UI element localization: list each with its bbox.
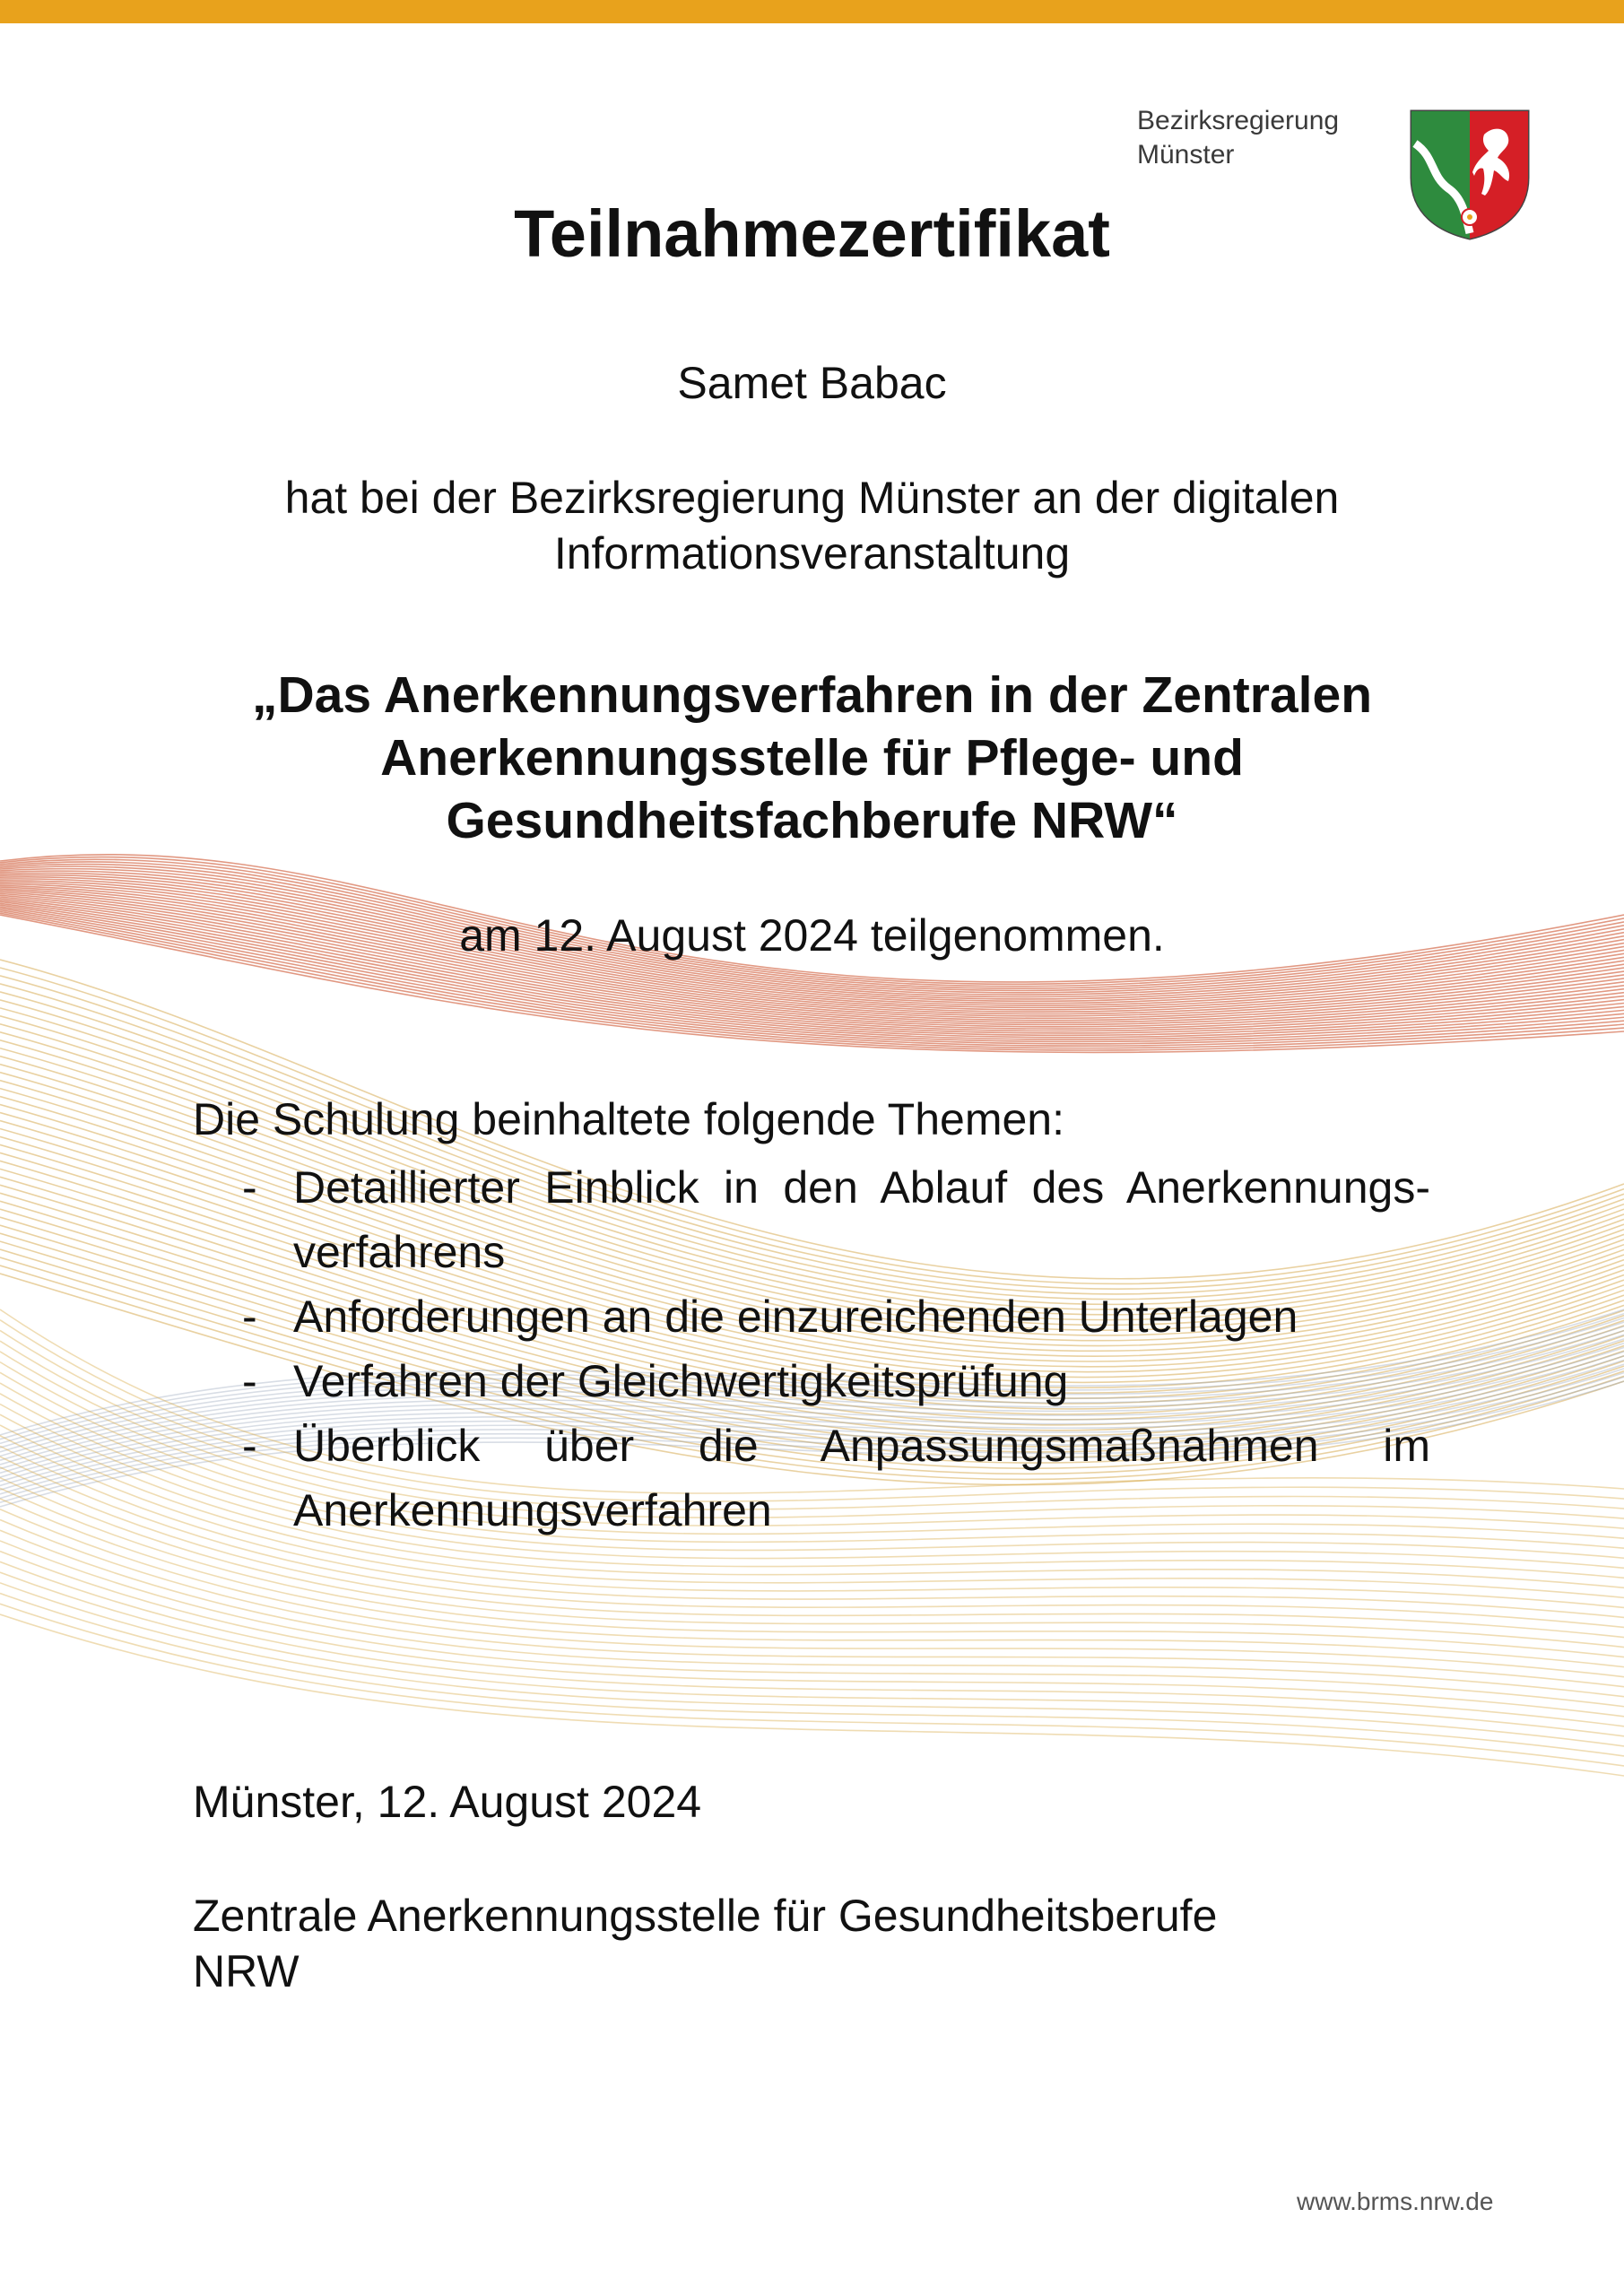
course-title-line-1: „Das Anerkennungsverfahren in der Zentralen — [251, 666, 1373, 724]
topics-heading: Die Schulung beinhaltete folgende Themen: — [193, 1094, 1064, 1144]
list-dash: - — [242, 1356, 257, 1406]
wave-line — [0, 1552, 1624, 1717]
org-name-line2: Münster — [1137, 140, 1235, 170]
top-accent-bar — [0, 0, 1624, 23]
certificate-title: Teilnahmezertifikat — [514, 196, 1110, 271]
intro-line-2: Informationsveranstaltung — [553, 528, 1071, 578]
topic-item — [193, 1349, 1430, 1413]
course-title-line-3: Gesundheitsfachberufe NRW“ — [446, 792, 1178, 849]
org-name — [1137, 104, 1339, 172]
topic-item — [193, 1413, 1430, 1543]
topic-text: Überblick über die Anpassungsmaßnahmen im Anerkennungsverfahren — [293, 1421, 1430, 1535]
issuing-office — [193, 1888, 1359, 1999]
intro-line-1: hat bei der Bezirksregierung Münster an der digitalen — [284, 473, 1340, 523]
topic-text: Detaillierter Einblick in den Ablauf des Anerkennungs- verfahrens — [293, 1162, 1430, 1277]
participant-name: Samet Babac — [677, 358, 947, 408]
wave-line — [0, 1614, 1624, 1776]
course-title-line-2: Anerkennungsstelle für Pflege- und — [380, 729, 1244, 787]
topic-text: Verfahren der Gleichwertigkeitsprüfung — [293, 1356, 1069, 1406]
topic-item — [193, 1155, 1430, 1284]
list-dash: - — [242, 1292, 257, 1342]
intro-text — [0, 470, 1624, 581]
issuing-office-line-1: Zentrale Anerkennungsstelle für Gesundheitsberufe — [193, 1891, 1218, 1941]
place-and-date: Münster, 12. August 2024 — [193, 1777, 702, 1827]
website-url: www.brms.nrw.de — [1297, 2187, 1494, 2215]
wave-line — [0, 1530, 1624, 1697]
topics-list — [193, 1155, 1430, 1543]
topic-text: Anforderungen an die einzureichenden Unterlagen — [293, 1292, 1298, 1342]
topic-item — [193, 1284, 1430, 1349]
org-name-line1: Bezirksregierung — [1137, 106, 1340, 135]
issuing-office-line-2: NRW — [193, 1946, 300, 1996]
participation-date: am 12. August 2024 teilgenommen. — [459, 910, 1165, 961]
list-dash: - — [242, 1421, 257, 1471]
list-dash: - — [242, 1162, 257, 1213]
wave-line — [0, 1572, 1624, 1736]
course-title — [0, 664, 1624, 852]
